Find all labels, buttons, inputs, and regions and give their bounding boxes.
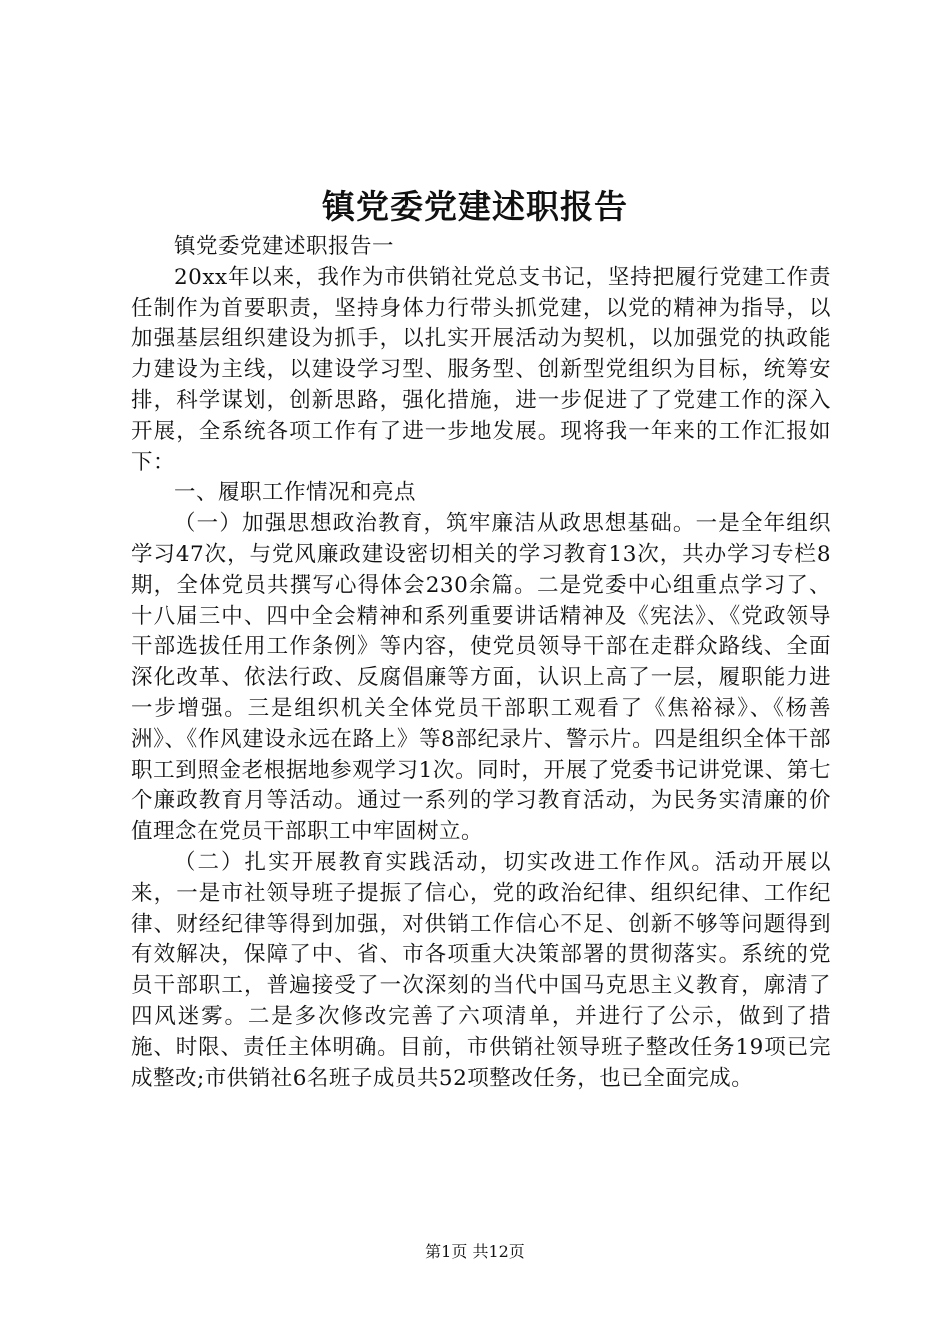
page-number-footer: 第1页 共12页 xyxy=(425,1242,525,1261)
document-body xyxy=(131,232,831,1094)
section-2-paragraph: （二）扎实开展教育实践活动，切实改进工作作风。活动开展以来，一是市社领导班子提振了信心，党的政治纪律、组织纪律、工作纪律、财经纪律等得到加强，对供销工作信心不足、创新不够等问题得到有效解决，保障了中、省、市各项重大决策部署的贯彻落实。系统的党员干部职工，普遍接受了一次深刻的当代中国马克思主义教育，廓清了四风迷雾。二是多次修改完善了六项清单，并进行了公示，做到了措施、时限、责任主体明确。目前，市供销社领导班子整改任务19项已完成整改;市供销社6名班子成员共52项整改任务，也已全面完成。 xyxy=(131,849,831,1091)
section-1-paragraph: （一）加强思想政治教育，筑牢廉洁从政思想基础。一是全年组织学习47次，与党风廉政建设密切相关的学习教育13次，共办学习专栏8期，全体党员共撰写心得体会230余篇。二是党委中心组重点学习了、十八届三中、四中全会精神和系列重要讲话精神及《宪法》、《党政领导干部选拔任用工作条例》等内容，使党员领导干部在走群众路线、全面深化改革、依法行政、反腐倡廉等方面，认识上高了一层，履职能力进一步增强。三是组织机关全体党员干部职工观看了《焦裕禄》、《杨善洲》、《作风建设永远在路上》等8部纪录片、警示片。四是组织全体干部职工到照金老根据地参观学习1次。同时，开展了党委书记讲党课、第七个廉政教育月等活动。通过一系列的学习教育活动，为民务实清廉的价值理念在党员干部职工中牢固树立。 xyxy=(131,511,831,845)
intro-paragraph: 20xx年以来，我作为市供销社党总支书记，坚持把履行党建工作责任制作为首要职责，坚持身体力行带头抓党建，以党的精神为指导，以加强基层组织建设为抓手，以扎实开展活动为契机，以加强党的执政能力建设为主线，以建设学习型、服务型、创新型党组织为目标，统筹安排，科学谋划，创新思路，强化措施，进一步促进了了党建工作的深入开展，全系统各项工作有了进一步地发展。现将我一年来的工作汇报如下： xyxy=(131,264,831,475)
document-title: 镇党委党建述职报告 xyxy=(322,187,628,226)
subtitle-paragraph: 镇党委党建述职报告一 xyxy=(174,234,395,259)
section-heading: 一、履职工作情况和亮点 xyxy=(174,480,417,506)
